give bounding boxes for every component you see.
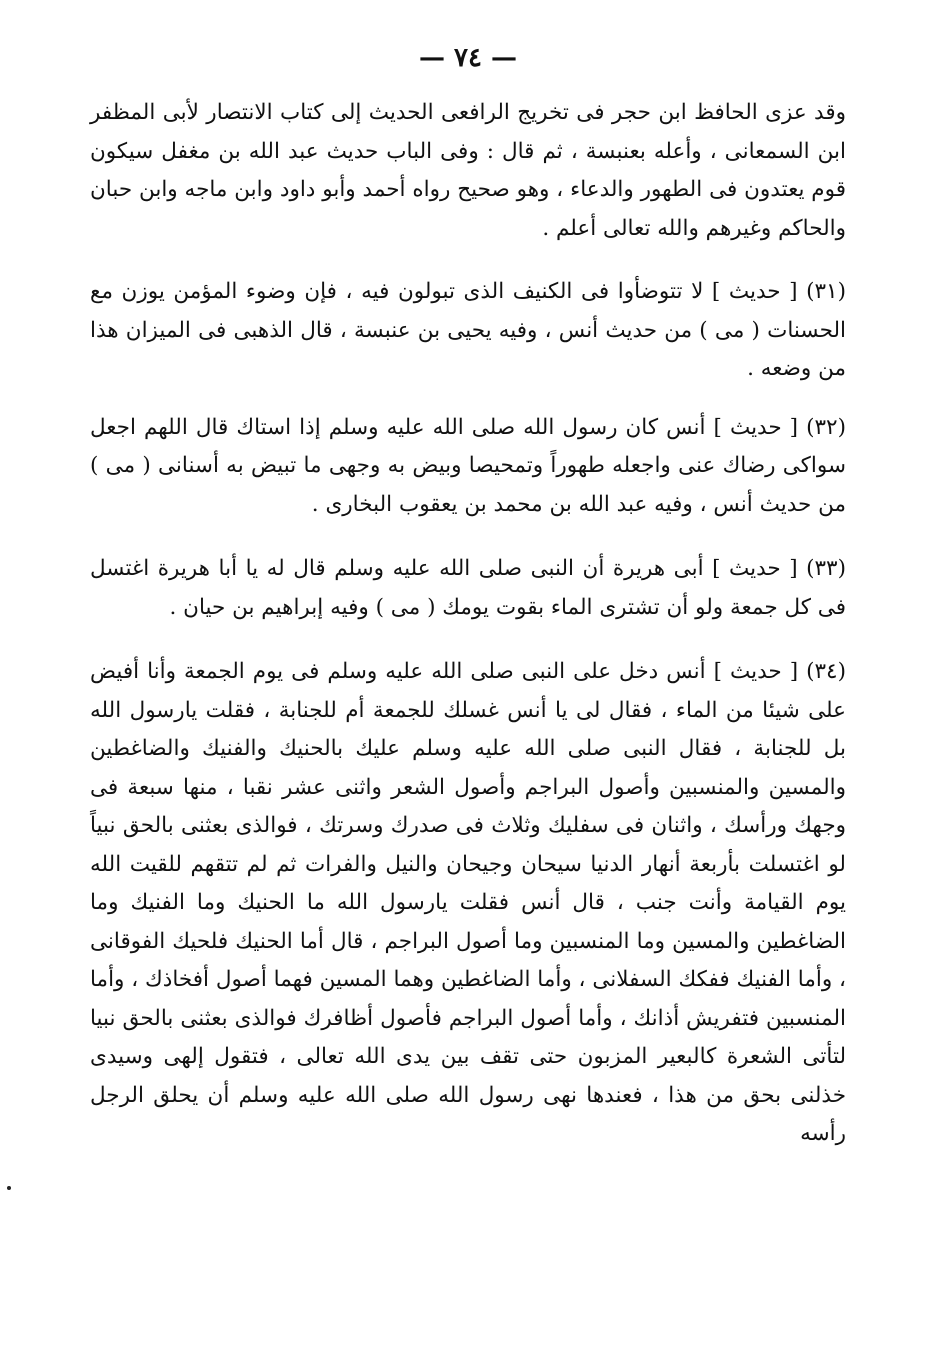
page-number: — ٧٤ — [418, 43, 518, 73]
document-page [90, 38, 846, 1154]
paragraph-hadith-34: (٣٤) [ حديث ] أنس دخل على النبى صلى الله عليه وسلم فى يوم الجمعة وأنا أفيض على شيئا من الماء ، فقال لى يا أنس غسلك للجمعة أم للجنابة ، فقلت يارسول الله بل للجنابة ، فقال النبى صلى الله عليه وسلم عليك بالحنيك والفنيك والضاغطين والمسين والمنسبين وأصول البراجم وأصول الشعر واثنى عشر نقبا ، منها سبعة فى وجهك ورأسك ، واثنان فى سفليك وثلاث فى صدرك وسرتك ، فوالذى بعثنى بالحق نبياً لو اغتسلت بأربعة أنهار الدنيا سيحان وجيحان والنيل والفرات ثم لم تتقهم للقيت الله يوم القيامة وأنت جنب ، قال أنس فقلت يارسول الله ما الحنيك وما الفنيك وما الضاغطين والمسين وما المنسبين وما أصول البراجم ، قال أما الحنيك فلحيك الفوقانى ، وأما الفنيك ففكك السفلانى ، وأما الضاغطين وهما المسين فهما أصول أفخاذك ، وأما المنسبين فتفريش أذانك ، وأما أصول البراجم فأصول أظافرك فوالذى بعثنى بالحق نبيا لتأتى الشعرة كالبعير المزبون حتى تقف بين يدى الله تعالى ، فتقول إلهى وسيدى خذلنى بحق من هذا ، فعندها نهى رسول الله صلى الله عليه وسلم أن يحلق الرجل رأسه [90, 659, 846, 1146]
paragraph-intro: وقد عزى الحافظ ابن حجر فى تخريج الرافعى الحديث إلى كتاب الانتصار لأبى المظفر ابن السمعانى ، وأعله بعنبسة ، ثم قال : وفى الباب حديث عبد الله بن مغفل سيكون قوم يعتدون فى الطهور والدعاء ، وهو صحيح رواه أحمد وأبو داود وابن ماجه وابن حبان والحاكم وغيرهم والله تعالى أعلم . [90, 100, 846, 241]
scan-speck [7, 1186, 11, 1190]
paragraph-hadith-33: (٣٣) [ حديث ] أبى هريرة أن النبى صلى الله عليه وسلم قال له يا أبا هريرة اغتسل فى كل جمعة ولو أن تشترى الماء بقوت يومك ( مى ) وفيه إبراهيم بن حيان . [90, 556, 846, 620]
paragraph-hadith-32: (٣٢) [ حديث ] أنس كان رسول الله صلى الله عليه وسلم إذا استاك قال اللهم اجعل سواكى رضاك عنى واجعله طهوراً وتمحيصا وبيض به وجهى ما تبيض به أسنانى ( مى ) من حديث أنس ، وفيه عبد الله بن محمد بن يعقوب البخارى . [90, 414, 846, 517]
paragraph-hadith-31: (٣١) [ حديث ] لا تتوضأوا فى الكنيف الذى تبولون فيه ، فإن وضوء المؤمن يوزن مع الحسنات ( مى ) من حديث أنس ، وفيه يحيى بن عنبسة ، قال الذهبى فى الميزان هذا من وضعه . [90, 279, 846, 381]
